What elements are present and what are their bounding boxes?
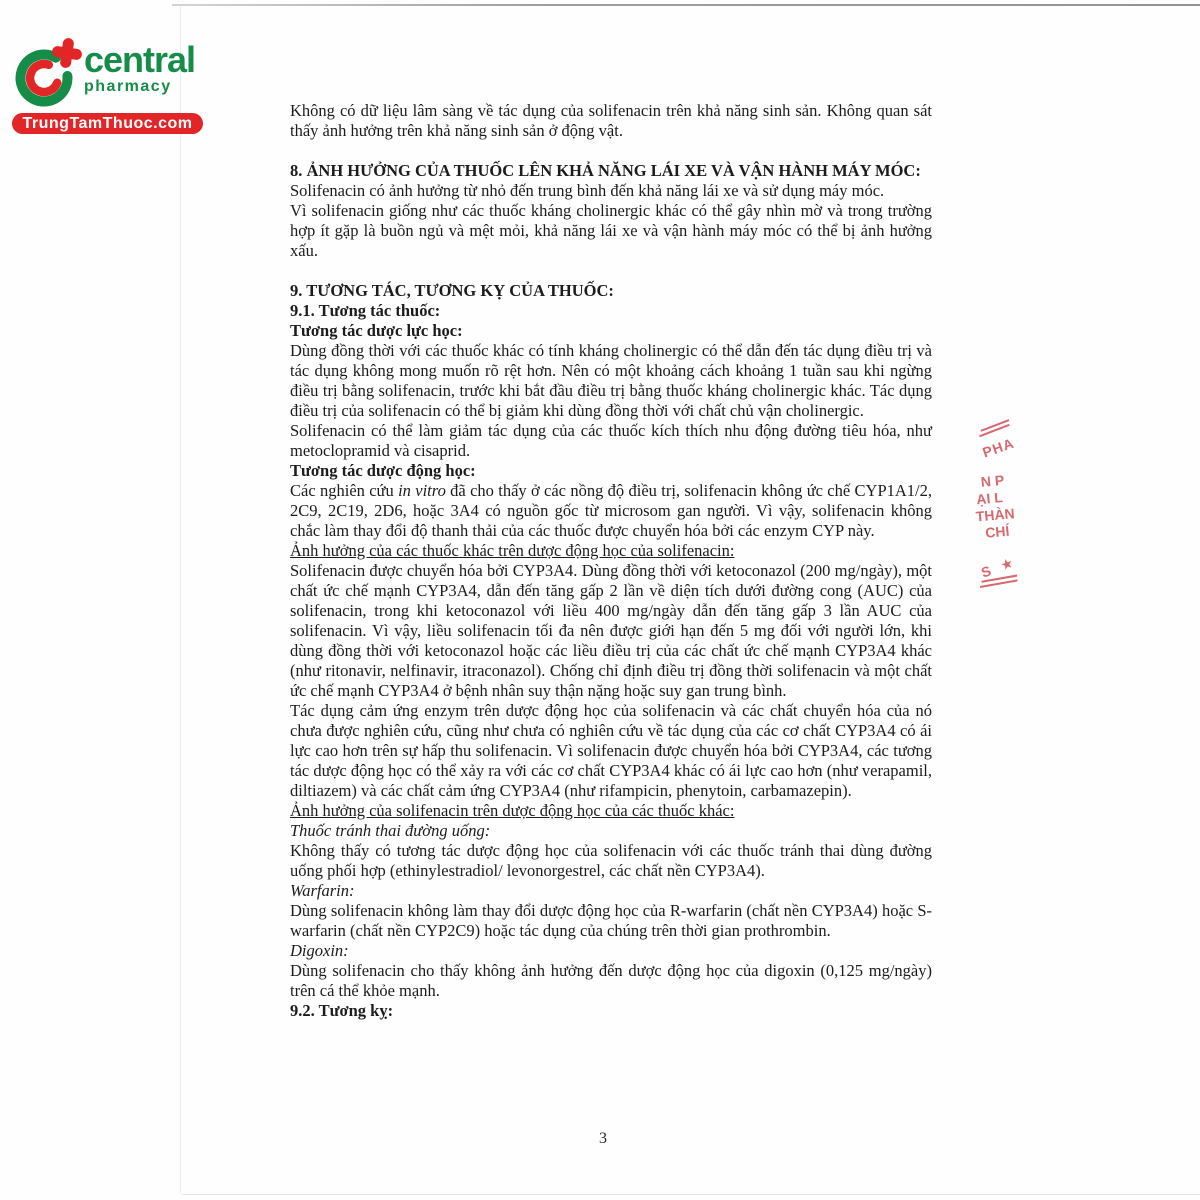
logo-brand-text: central	[84, 39, 196, 80]
stamp-text: S	[979, 562, 994, 581]
text-run: Thuốc tránh thai đường uống:	[290, 821, 491, 840]
section-heading	[290, 941, 932, 961]
text-run: Solifenacin được chuyển hóa bởi CYP3A4. Dùng đồng thời với ketoconazol (200 mg/ngày), một chất ức chế mạnh CYP3A4, dẫn đến tăng gấp 2 lần về diện tích dưới đường cong (AUC) của solifenacin, trong khi ketoconazol với liều 400 mg/ngày dẫn đến tăng gấp 3 lần AUC của solifenacin. Vì vậy, liều solifenacin tối đa nên được giới hạn đến 5 mg đối với người lớn, khi dùng đồng thời với ketoconazol hoặc các liều điều trị của các chất ức chế mạnh CYP3A4 khác (như ritonavir, nelfinavir, itraconazol). Chống chỉ định điều trị đồng thời solifenacin và một chất ức chế mạnh CYP3A4 ở bệnh nhân suy thận nặng hoặc suy gan trung bình.	[290, 561, 932, 700]
red-stamp-fragment	[966, 422, 1038, 586]
text-run: đã cho thấy ở các nồng độ điều trị, solifenacin không ức chế CYP1A1/2, 2C9, 2C19, 2D6, hoặc 3A4 có nguồn gốc từ microsom gan người. Vì vậy, solifenacin không chắc làm thay đổi độ thanh thải của các thuốc được chuyển hóa bởi các enzym CYP này.	[290, 481, 933, 540]
document-body	[290, 101, 932, 1021]
section-heading	[290, 301, 932, 321]
paragraph	[290, 561, 932, 701]
page-number: 3	[599, 1130, 607, 1147]
text-run: 8. ẢNH HƯỞNG CỦA THUỐC LÊN KHẢ NĂNG LÁI XE VÀ VẬN HÀNH MÁY MÓC:	[290, 161, 921, 180]
text-run: 9.2. Tương kỵ:	[290, 1001, 394, 1020]
section-heading	[290, 161, 932, 181]
text-run: Digoxin:	[290, 941, 349, 960]
section-heading	[290, 281, 932, 301]
text-run: Dùng đồng thời với các thuốc khác có tính kháng cholinergic có thể dẫn đến tác dụng điều trị và tác dụng không mong muốn rõ rệt hơn. Nên có một khoảng cách khoảng 1 tuần sau khi ngừng điều trị bằng solifenacin, trước khi bắt đầu điều trị bằng thuốc kháng cholinergic khác. Tác dụng điều trị của solifenacin có thể bị giảm khi dùng đồng thời với chất chủ vận cholinergic.	[290, 341, 932, 420]
section-heading	[290, 881, 932, 901]
text-run: Dùng solifenacin cho thấy không ảnh hưởng đến dược động học của digoxin (0,125 mg/ngày) trên cá thể khỏe mạnh.	[290, 961, 932, 1000]
text-run: Các nghiên cứu	[290, 481, 399, 500]
paragraph	[290, 101, 932, 141]
stamp-star-icon: ★	[999, 555, 1015, 573]
central-pharmacy-logo	[10, 33, 220, 138]
stamp-text: CHÍ	[984, 522, 1011, 541]
scan-left-edge	[180, 6, 181, 1194]
logo-site-badge: TrungTamThuoc.com	[12, 113, 203, 134]
paragraph	[290, 181, 932, 201]
plus-icon	[50, 37, 82, 70]
text-run: Không thấy có tương tác dược động học của solifenacin với các thuốc tránh thai dùng đường uống phối hợp (ethinylestradiol/ levonorgestrel, các chất nền CYP3A4).	[290, 841, 932, 880]
stamp-text: THÀN	[975, 505, 1016, 525]
text-run: Vì solifenacin giống như các thuốc kháng cholinergic khác có thể gây nhìn mờ và trong trường hợp ít gặp là buồn ngủ và mệt mỏi, khả năng lái xe và vận hành máy móc có thể bị ảnh hưởng xấu.	[290, 201, 932, 260]
paragraph	[290, 201, 932, 261]
text-run: Không có dữ liệu lâm sàng về tác dụng của solifenacin trên khả năng sinh sản. Không quan sát thấy ảnh hưởng trên khả năng sinh sản ở động vật.	[290, 101, 932, 140]
section-heading	[290, 541, 932, 561]
stamp-text: PHA	[980, 434, 1017, 461]
text-run: Dùng solifenacin không làm thay đổi dược động học của R-warfarin (chất nền CYP3A4) hoặc S-warfarin (chất nền CYP2C9) hoặc tác dụng của chúng trên thời gian prothrombin.	[290, 901, 932, 940]
text-run: 9. TƯƠNG TÁC, TƯƠNG KỴ CỦA THUỐC:	[290, 281, 614, 300]
text-run: Solifenacin có thể làm giảm tác dụng của các thuốc kích thích nhu động đường tiêu hóa, như metoclopramid và cisaprid.	[290, 421, 932, 460]
text-run: Tương tác dược động học:	[290, 461, 476, 480]
section-heading	[290, 821, 932, 841]
text-run: in vitro	[398, 481, 446, 500]
text-run: Tác dụng cảm ứng enzym trên dược động học của solifenacin và các chất chuyển hóa của nó chưa được nghiên cứu, cũng như chưa có nghiên cứu về tác dụng của các cơ chất CYP3A4 có ái lực cao hơn trên sự hấp thu solifenacin. Vì solifenacin được chuyển hóa bởi CYP3A4, các tương tác dược động học có thể xảy ra với các cơ chất CYP3A4 khác có ái lực cao hơn (như verapamil, diltiazem) và các chất cảm ứng CYP3A4 (như rifampicin, phenytoin, carbamazepin).	[290, 701, 932, 800]
stamp-text: ẠI L	[975, 489, 1004, 508]
stamp-text: N P	[980, 471, 1005, 490]
paragraph	[290, 481, 932, 541]
scan-top-edge	[172, 4, 1200, 6]
scan-bottom-edge	[182, 1194, 1200, 1195]
text-run: Tương tác dược lực học:	[290, 321, 463, 340]
paragraph	[290, 961, 932, 1001]
logo-sub-text: pharmacy	[84, 78, 172, 95]
text-run: Ảnh hưởng của các thuốc khác trên dược động học của solifenacin:	[290, 541, 735, 560]
section-heading	[290, 321, 932, 341]
text-run: Ảnh hưởng của solifenacin trên dược động học của các thuốc khác:	[290, 801, 735, 820]
text-run: 9.1. Tương tác thuốc:	[290, 301, 441, 320]
paragraph	[290, 901, 932, 941]
section-heading	[290, 461, 932, 481]
section-heading	[290, 801, 932, 821]
paragraph	[290, 421, 932, 461]
central-pharmacy-logo-icon	[14, 37, 82, 107]
section-heading	[290, 1001, 932, 1021]
paragraph	[290, 841, 932, 881]
paragraph	[290, 701, 932, 801]
text-run: Warfarin:	[290, 881, 355, 900]
text-run: Solifenacin có ảnh hưởng từ nhỏ đến trung bình đến khả năng lái xe và sử dụng máy móc.	[290, 181, 885, 200]
paragraph	[290, 341, 932, 421]
